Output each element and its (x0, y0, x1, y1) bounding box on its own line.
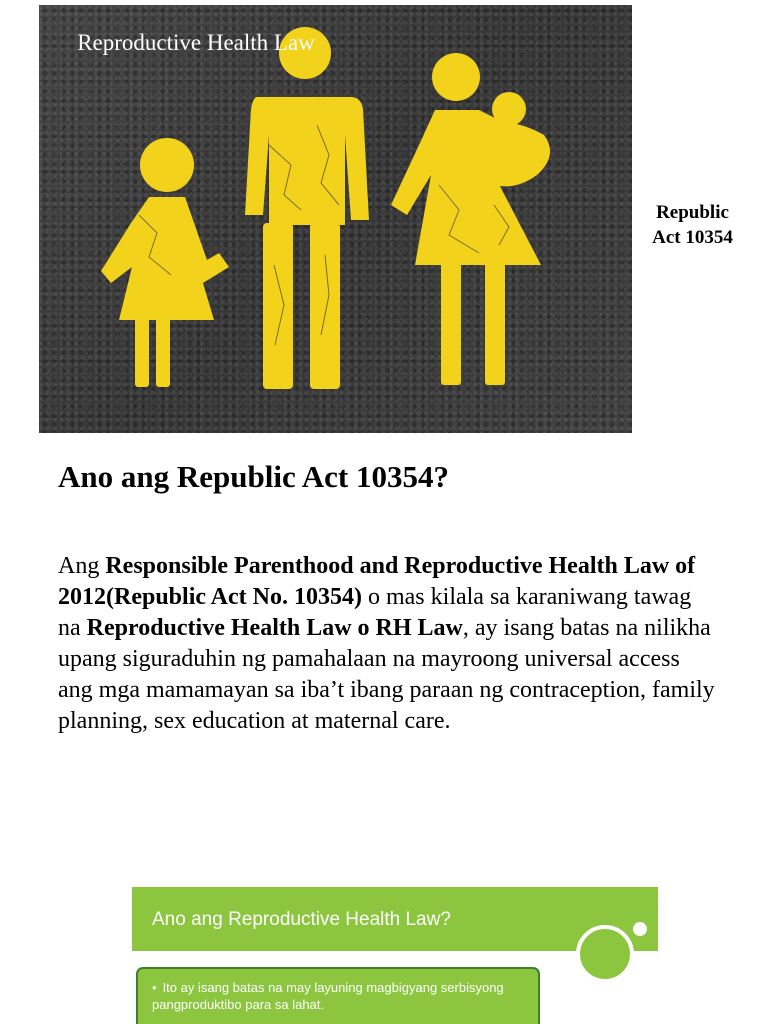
decorative-ring-icon (630, 919, 650, 939)
para-bold: Responsible Parenthood and Reproductive Health Law of 2012(Republic Act No. 10354) (58, 553, 696, 610)
baby-figure (473, 92, 551, 186)
slide-bullet-box (136, 967, 540, 1024)
para-text: Ang (58, 553, 106, 579)
bullet-icon: • (152, 980, 157, 995)
father-figure (245, 27, 369, 389)
child-figure (101, 138, 229, 387)
hero-image (39, 5, 632, 433)
decorative-circle-icon (576, 925, 634, 983)
para-text: , ay isang batas na nilikha upang siguraduhin ng pamahalaan na mayroong universal access ang mga mamamayan sa iba’t ibang paraan ng contraception, family planning, sex education at maternal care. (58, 615, 715, 734)
para-bold: Reproductive Health Law o RH Law (86, 615, 463, 641)
embedded-slide-card (132, 887, 658, 1024)
page-heading: Ano ang Republic Act 10354? (58, 459, 449, 494)
family-sign-illustration (39, 5, 632, 433)
side-note: Republic Act 10354 (652, 202, 733, 248)
intro-paragraph (58, 551, 718, 737)
slide-bullet-text: Ito ay isang batas na may layuning magbigyang serbisyong pangproduktibo para sa lahat. (152, 980, 504, 1012)
slide-title: Ano ang Reproductive Health Law? (152, 909, 451, 930)
hero-title: Reproductive Health Law (77, 30, 315, 55)
para-text: o mas kilala sa karaniwang tawag na (58, 584, 692, 641)
slide-bullet (152, 979, 532, 1013)
